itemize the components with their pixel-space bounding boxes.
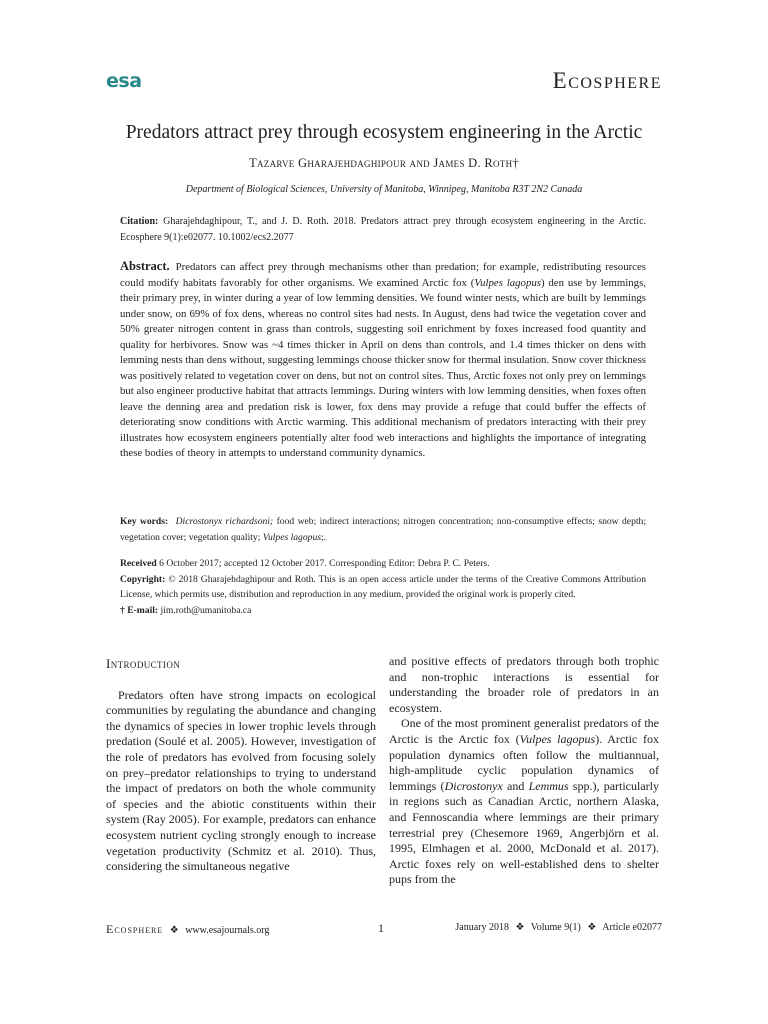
body-paragraph-2: and positive effects of predators through both trophic and non-trophic interactions is essential for understanding the broader role of predators in an ecosystem. (389, 654, 659, 715)
received-label: Received (120, 558, 157, 569)
citation-label: Citation: (120, 216, 159, 227)
copyright-text: © 2018 Gharajehdaghipour and Roth. This is an open access article under the terms of the Creative Commons Attribution License, which permits use, distribution and reproduction in any medium, provided the original work is properly cited. (120, 573, 646, 600)
footer-url-link[interactable]: www.esajournals.org (185, 925, 270, 936)
footer-left (106, 922, 269, 937)
footer-volume: Volume 9(1) (530, 922, 581, 933)
copyright-label: Copyright: (120, 573, 166, 585)
body-paragraph-3 (389, 716, 659, 888)
citation-block (120, 214, 646, 246)
keywords-block (120, 514, 646, 546)
abstract-block (120, 259, 646, 462)
footer-right (455, 922, 662, 933)
footer-separator-icon: ❖ (515, 922, 525, 933)
abstract-text-b: ) den use by lemmings, their primary prey, in winter during a year of low lemming densities. We found winter nests, which are built by lemmings under snow, on 69% of fox dens, whereas no control sites had nests. In August, dens had twice the vegetation cover and 50% greater nitrogen content in grass than controls, suggesting soil enrichment by foxes increased food quantity and quality for herbivores. Snow was ~4 times thicker in April on dens than controls, and 1.4 times thicker on dens with lemming nests than dens without, suggesting lemmings choose thicker snow for thermal insulation. Snow cover thickness was positively related to vegetation cover on dens, but not on control sites. Thus, Arctic foxes not only prey on lemmings but also engineer productive habitat that attracts lemmings. During winters with low lemming densities, when foxes often leave the denning area and predation risk is lower, fox dens may provide a refuge that could buffer the effects of deteriorating snow conditions with Arctic warming. This additional mechanism of predators interacting with their prey illustrates how ecosystem engineers potentially alter food web interactions and highlights the importance of integrating these bodies of theory in attempts to understand community dynamics. (120, 276, 646, 459)
footer-date: January 2018 (455, 922, 509, 933)
footer-separator-icon: ❖ (169, 925, 179, 936)
body-paragraph-1: Predators often have strong impacts on ecological communities by regulating the abundance and changing the dynamics of species in lower trophic levels through predation (Soulé et al. 2005). However, investigation of the role of predators has evolved from focusing solely on prey–predator relationships to trying to understand the impact of predators on both the whole community of species and the abiotic constituents within their system (Ray 2005). For example, predators can enhance ecosystem nutrient cycling strongly enough to increase vegetation productivity (Schmitz et al. 2010). Thus, considering the simultaneous negative (106, 687, 376, 874)
keywords-label: Key words: (120, 516, 169, 527)
abstract-species: Vulpes lagopus (474, 276, 541, 289)
keywords-text: food web; indirect interactions; nitrogen concentration; non-consumptive effects; snow depth; vegetation cover; vegetation quality; (120, 516, 646, 543)
esa-logo: esa (106, 70, 142, 92)
body-column-left (106, 654, 376, 875)
received-text: 6 October 2017; accepted 12 October 2017. Corresponding Editor: Debra P. C. Peters. (156, 558, 490, 569)
p3-species-3: Lemmus (528, 778, 569, 793)
p3-species-2: Dicrostonyx (444, 778, 503, 793)
email-line (120, 603, 646, 619)
keywords-species: Dicrostonyx richardsoni; (175, 516, 274, 527)
p3-text-d: spp.), particularly in regions such as Canadian Arctic, northern Alaska, and Fennoscandia where lemmings are their primary terrestrial prey (Chesemore 1969, Angerbjörn et al. 1995, Elmhagen et al. 2000, McDonald et al. 2017). Arctic foxes rely on well-established dens to shelter pups from the (389, 778, 660, 887)
page-footer (106, 922, 662, 938)
copyright-line (120, 572, 646, 603)
keywords-end: ;. (320, 532, 327, 543)
citation-text: Gharajehdaghipour, T., and J. D. Roth. 2018. Predators attract prey through ecosystem engineering in the Arctic. Ecosphere 9(1):e02077. 10.1002/ecs2.2077 (120, 216, 647, 243)
keywords-species-end: Vulpes lagopus (262, 532, 321, 543)
footer-journal: Ecosphere (106, 922, 164, 936)
received-line (120, 556, 646, 572)
footer-article: Article e02077 (602, 922, 662, 933)
footer-separator-icon: ❖ (587, 922, 597, 933)
article-title: Predators attract prey through ecosystem engineering in the Arctic (125, 122, 643, 143)
p3-text-a: One of the most prominent generalist predators of the Arctic is the Arctic fox ( (389, 716, 659, 746)
section-heading: Introduction (106, 656, 181, 671)
journal-name: Ecosphere (552, 68, 662, 93)
abstract-text-a: Predators can affect prey through mechanisms other than predation; for example, redistributing resources could modify habitats favorably for other organisms. We examined Arctic fox ( (120, 261, 646, 289)
p3-text-c: and (502, 778, 529, 793)
page-number: 1 (378, 921, 384, 935)
p3-species-1: Vulpes lagopus (519, 731, 596, 746)
abstract-label: Abstract. (120, 259, 170, 273)
email-label: † E-mail: (120, 604, 159, 616)
p3-text-b: ). Arctic fox population dynamics often follow the multiannual, high-amplitude cyclic population dynamics of lemmings ( (389, 731, 659, 793)
body-column-right (389, 654, 659, 888)
article-authors: Tazarve Gharajehdaghipour and James D. Roth† (249, 156, 519, 170)
email-link[interactable]: jim.roth@umanitoba.ca (158, 604, 252, 616)
author-affiliation: Department of Biological Sciences, University of Manitoba, Winnipeg, Manitoba R3T 2N2 Canada (185, 184, 583, 195)
received-block (120, 556, 646, 618)
